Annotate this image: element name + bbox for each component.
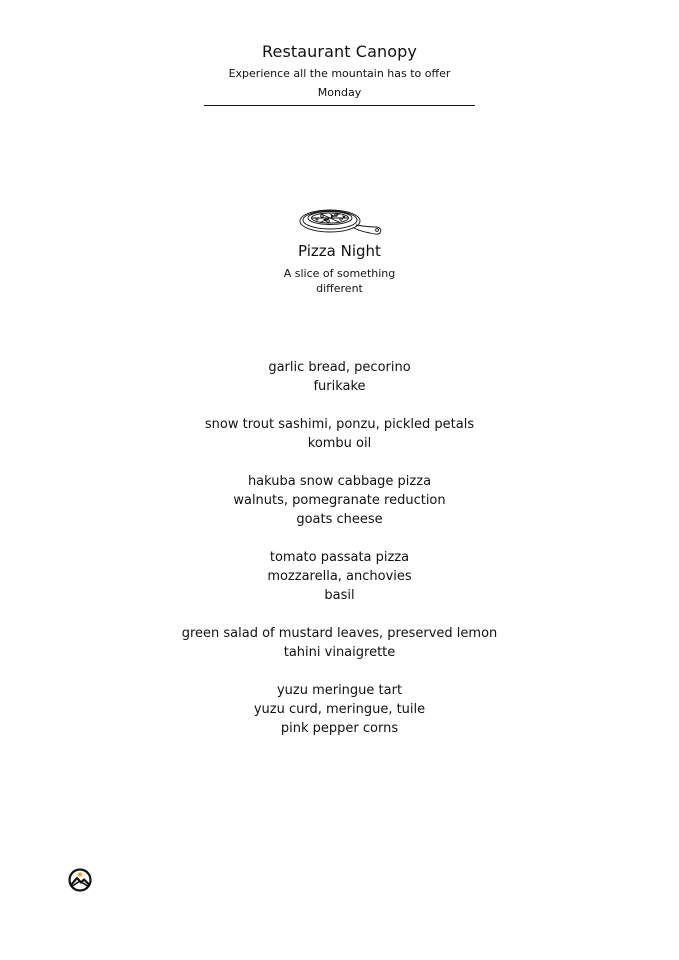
pizza-board-icon [298,206,384,238]
course-line: basil [324,588,355,603]
course-item [0,358,679,396]
header-divider [204,105,475,106]
menu-header [0,40,679,101]
course-line: garlic bread, pecorino [268,360,411,375]
course-line: tomato passata pizza [269,550,410,565]
course-line: walnuts, pomegranate reduction [233,493,446,508]
restaurant-name: Restaurant Canopy [262,42,417,61]
event-subtitle-line: A slice of something [283,267,396,280]
course-line: green salad of mustard leaves, preserved lemon [181,626,498,641]
event-subtitle-line: different [316,282,363,295]
course-line: pink pepper corns [280,721,399,736]
mountain-sun-logo-icon [67,867,93,893]
course-line: snow trout sashimi, ponzu, pickled petals [204,417,475,432]
course-line: hakuba snow cabbage pizza [247,474,432,489]
course-item [0,624,679,662]
event-title: Pizza Night [298,242,381,260]
menu-day: Monday [317,86,362,99]
course-line: tahini vinaigrette [283,645,396,660]
course-item [0,548,679,605]
menu-list [0,358,679,757]
course-item [0,415,679,453]
course-item [0,681,679,738]
course-line: goats cheese [296,512,383,527]
tagline: Experience all the mountain has to offer [228,67,451,80]
event-subtitle [0,266,679,296]
course-line: yuzu meringue tart [276,683,403,698]
event-block [0,240,679,296]
course-line: yuzu curd, meringue, tuile [253,702,426,717]
course-line: mozzarella, anchovies [267,569,412,584]
course-item [0,472,679,529]
course-line: furikake [313,379,366,394]
sun-icon [78,872,83,877]
course-line: kombu oil [307,436,372,451]
